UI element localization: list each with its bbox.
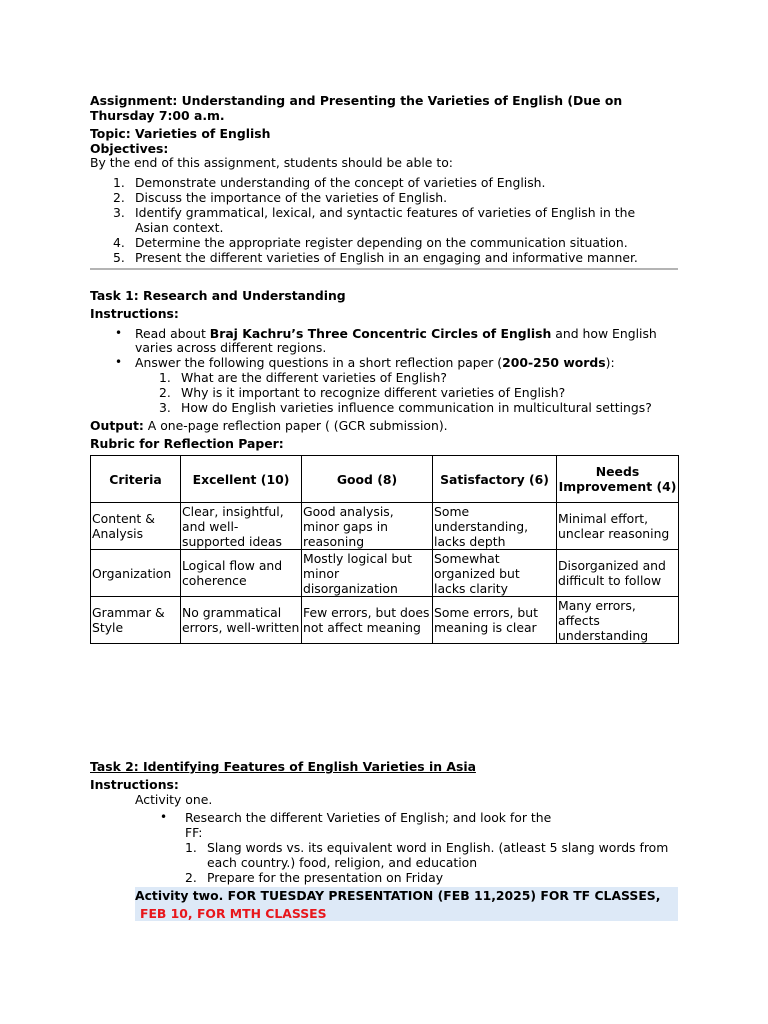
table-row bbox=[91, 597, 679, 644]
bullet-icon: • bbox=[115, 326, 123, 340]
text-run: Answer the following questions in a short reflection paper ( bbox=[135, 355, 503, 370]
table-cell: Mostly logical but minor disorganization bbox=[302, 550, 433, 597]
table-cell: Some errors, but meaning is clear bbox=[433, 597, 557, 644]
question-item: What are the different varieties of English? bbox=[181, 370, 447, 385]
table-header-row bbox=[91, 456, 679, 503]
objective-item: Discuss the importance of the varieties of English. bbox=[135, 190, 448, 205]
objective-number: 1. bbox=[113, 175, 125, 190]
table-cell: Good analysis, minor gaps in reasoning bbox=[302, 503, 433, 550]
table-cell: Some understanding, lacks depth bbox=[433, 503, 557, 550]
header-cell: Excellent (10) bbox=[181, 456, 302, 503]
table-cell: Organization bbox=[91, 550, 181, 597]
topic-heading: Topic: Varieties of English bbox=[90, 126, 271, 141]
table-row bbox=[91, 550, 679, 597]
header-cell: Criteria bbox=[91, 456, 181, 503]
task1-title: Task 1: Research and Understanding bbox=[90, 288, 346, 303]
task1-bullet2 bbox=[135, 355, 615, 370]
objective-item: Demonstrate understanding of the concept of varieties of English. bbox=[135, 175, 546, 190]
bullet-icon: • bbox=[115, 355, 123, 369]
task1-bullet1-continued: varies across different regions. bbox=[135, 340, 327, 355]
objective-item: Determine the appropriate register depending on the communication situation. bbox=[135, 235, 628, 250]
output-label: Output: bbox=[90, 418, 144, 433]
objective-item: Present the different varieties of English in an engaging and informative manner. bbox=[135, 250, 638, 265]
objective-number: 5. bbox=[113, 250, 125, 265]
objective-number: 2. bbox=[113, 190, 125, 205]
header-cell: Good (8) bbox=[302, 456, 433, 503]
objective-item: Identify grammatical, lexical, and syntactic features of varieties of English in the bbox=[135, 205, 636, 220]
question-number: 1. bbox=[159, 370, 171, 385]
table-cell: No grammatical errors, well-written bbox=[181, 597, 302, 644]
objective-item-continued: Asian context. bbox=[135, 220, 224, 235]
table-cell: Disorganized and difficult to follow bbox=[557, 550, 679, 597]
task2-instructions-label: Instructions: bbox=[90, 777, 179, 792]
header-cell: Needs Improvement (4) bbox=[557, 456, 679, 503]
bullet-icon: • bbox=[160, 810, 168, 824]
table-cell: Content & Analysis bbox=[91, 503, 181, 550]
rubric-table bbox=[90, 455, 679, 644]
text-run: Read about bbox=[135, 326, 210, 341]
text-run: ): bbox=[605, 355, 615, 370]
output-text: A one-page reflection paper ( (GCR submission). bbox=[143, 418, 448, 433]
task1-output bbox=[90, 418, 448, 433]
task2-item: Slang words vs. its equivalent word in English. (atleast 5 slang words from bbox=[207, 840, 669, 855]
objectives-label: Objectives: bbox=[90, 141, 169, 156]
table-cell: Few errors, but does not affect meaning bbox=[302, 597, 433, 644]
task2-title: Task 2: Identifying Features of English Varieties in Asia bbox=[90, 759, 476, 774]
table-row bbox=[91, 503, 679, 550]
question-number: 2. bbox=[159, 385, 171, 400]
task2-item: Prepare for the presentation on Friday bbox=[207, 870, 444, 885]
table-cell: Somewhat organized but lacks clarity bbox=[433, 550, 557, 597]
activity-two-line: Activity two. FOR TUESDAY PRESENTATION (FEB 11,2025) FOR TF CLASSES, bbox=[135, 888, 661, 903]
question-item: How do English varieties influence communication in multicultural settings? bbox=[181, 400, 652, 415]
assignment-title-line2: Thursday 7:00 a.m. bbox=[90, 108, 225, 123]
assignment-title-line1: Assignment: Understanding and Presenting the Varieties of English (Due on bbox=[90, 93, 623, 108]
question-item: Why is it important to recognize different varieties of English? bbox=[181, 385, 566, 400]
task2-bullet: Research the different Varieties of English; and look for the bbox=[185, 810, 552, 825]
bold-text-run: Braj Kachru’s Three Concentric Circles of English bbox=[209, 326, 552, 341]
objective-number: 4. bbox=[113, 235, 125, 250]
task1-bullet1 bbox=[135, 326, 657, 341]
task2-bullet-continued: FF: bbox=[185, 825, 203, 840]
table-cell: Clear, insightful, and well-supported ideas bbox=[181, 503, 302, 550]
text-run: and how English bbox=[551, 326, 657, 341]
rubric-title: Rubric for Reflection Paper: bbox=[90, 436, 284, 451]
horizontal-rule bbox=[90, 268, 678, 270]
objectives-intro: By the end of this assignment, students should be able to: bbox=[90, 155, 453, 170]
activity-one-label: Activity one. bbox=[135, 792, 213, 807]
question-number: 3. bbox=[159, 400, 171, 415]
table-cell: Logical flow and coherence bbox=[181, 550, 302, 597]
task2-item-number: 1. bbox=[185, 840, 197, 855]
table-cell: Many errors, affects understanding bbox=[557, 597, 679, 644]
bold-text-run: 200-250 words bbox=[502, 355, 606, 370]
table-cell: Grammar & Style bbox=[91, 597, 181, 644]
table-cell: Minimal effort, unclear reasoning bbox=[557, 503, 679, 550]
activity-two-red-line: FEB 10, FOR MTH CLASSES bbox=[140, 906, 327, 921]
header-cell: Satisfactory (6) bbox=[433, 456, 557, 503]
task2-item-continued: each country.) food, religion, and education bbox=[207, 855, 478, 870]
task1-instructions-label: Instructions: bbox=[90, 306, 179, 321]
task2-item-number: 2. bbox=[185, 870, 197, 885]
objective-number: 3. bbox=[113, 205, 125, 220]
